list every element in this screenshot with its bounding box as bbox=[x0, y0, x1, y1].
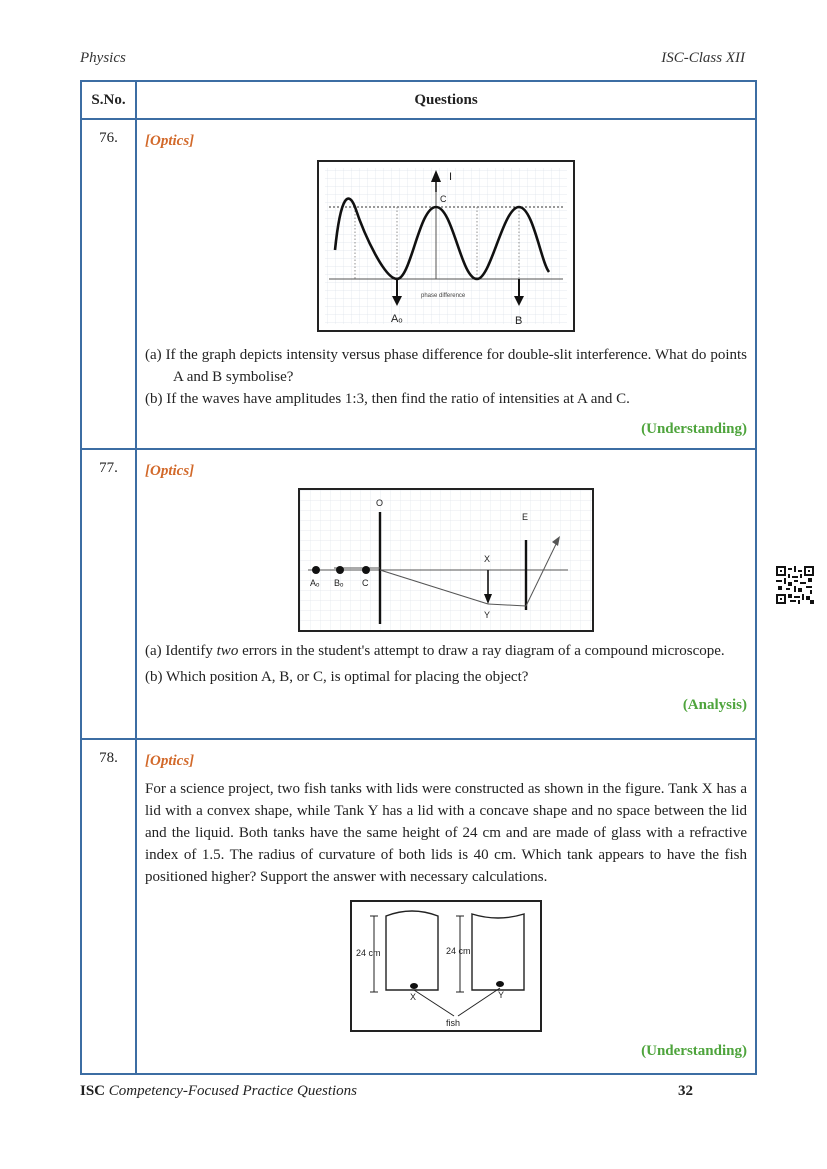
question-number: 77. bbox=[81, 449, 136, 739]
qr-code-icon bbox=[776, 566, 814, 604]
label-eyepiece-e: E bbox=[522, 512, 529, 522]
label-point-a: Aₒ bbox=[391, 313, 403, 325]
question-76-part-b: (b) If the waves have amplitudes 1:3, then find the ratio of intensities at A and C. bbox=[145, 391, 630, 407]
label-x: X bbox=[484, 554, 491, 564]
label-b: Bₒ bbox=[334, 578, 344, 588]
question-76-part-a: (a) If the graph depicts intensity versus phase difference for double-slit interference. What do points A and B symbolise? bbox=[145, 347, 747, 385]
footer-title bbox=[80, 1083, 357, 1100]
header-class: ISC-Class XII bbox=[661, 50, 745, 66]
question-topic: [Optics] bbox=[145, 753, 195, 769]
part-a-emphasis: two bbox=[216, 643, 239, 659]
label-height-y: 24 cm bbox=[446, 946, 471, 956]
label-point-c: C bbox=[440, 194, 447, 204]
label-axis: phase difference bbox=[421, 293, 466, 299]
question-number: 76. bbox=[81, 119, 136, 449]
cognitive-level: (Analysis) bbox=[682, 697, 747, 713]
footer-brand: ISC bbox=[80, 1083, 106, 1099]
fish-tanks-figure bbox=[350, 900, 542, 1032]
question-78-text: For a science project, two fish tanks with lids were constructed as shown in the figure. Tank X has a lid with a convex shape, while Tank Y has a lid with a concave shape and no space between the lid and the liquid. Both tanks have the same height of 24 cm and are made of glass with a refractive index of 1.5. The radius of curvature of both lids is 40 cm. Which tank appears to have the fish positioned higher? Support the answer with necessary calculations. bbox=[145, 781, 747, 885]
part-a-prefix: (a) Identify bbox=[145, 643, 217, 659]
label-point-b: B bbox=[515, 315, 523, 327]
question-number: 78. bbox=[81, 739, 136, 1074]
table-row bbox=[81, 739, 756, 1074]
question-78 bbox=[136, 739, 756, 1074]
label-objective-o: O bbox=[376, 498, 384, 508]
question-76 bbox=[136, 119, 756, 449]
part-a-suffix: errors in the student's attempt to draw a ray diagram of a compound microscope. bbox=[238, 643, 725, 659]
label-height-x: 24 cm bbox=[356, 948, 381, 958]
header-subject: Physics bbox=[80, 50, 126, 66]
table-row bbox=[81, 119, 756, 449]
intensity-graph-figure bbox=[317, 160, 575, 332]
label-tank-x: X bbox=[410, 992, 417, 1002]
cognitive-level: (Understanding) bbox=[641, 421, 747, 437]
label-y: Y bbox=[484, 610, 491, 620]
label-c: C bbox=[362, 578, 369, 588]
table-header-row bbox=[81, 81, 756, 119]
question-topic: [Optics] bbox=[145, 133, 195, 149]
label-tank-y: Y bbox=[498, 990, 505, 1000]
questions-table bbox=[80, 80, 757, 1075]
label-intensity: I bbox=[449, 171, 453, 183]
footer-subtitle: Competency-Focused Practice Questions bbox=[108, 1083, 358, 1099]
question-77-part-a bbox=[145, 640, 747, 662]
question-77 bbox=[136, 449, 756, 739]
column-header-questions: Questions bbox=[136, 81, 756, 119]
page-number: 32 bbox=[678, 1083, 693, 1099]
table-row bbox=[81, 449, 756, 739]
label-a: Aₒ bbox=[310, 578, 320, 588]
question-topic: [Optics] bbox=[145, 463, 195, 479]
column-header-sno: S.No. bbox=[81, 81, 136, 119]
question-77-part-b: (b) Which position A, B, or C, is optimal for placing the object? bbox=[145, 669, 529, 685]
ray-diagram-figure bbox=[298, 488, 594, 632]
label-fish: fish bbox=[446, 1018, 461, 1028]
cognitive-level: (Understanding) bbox=[641, 1043, 747, 1059]
